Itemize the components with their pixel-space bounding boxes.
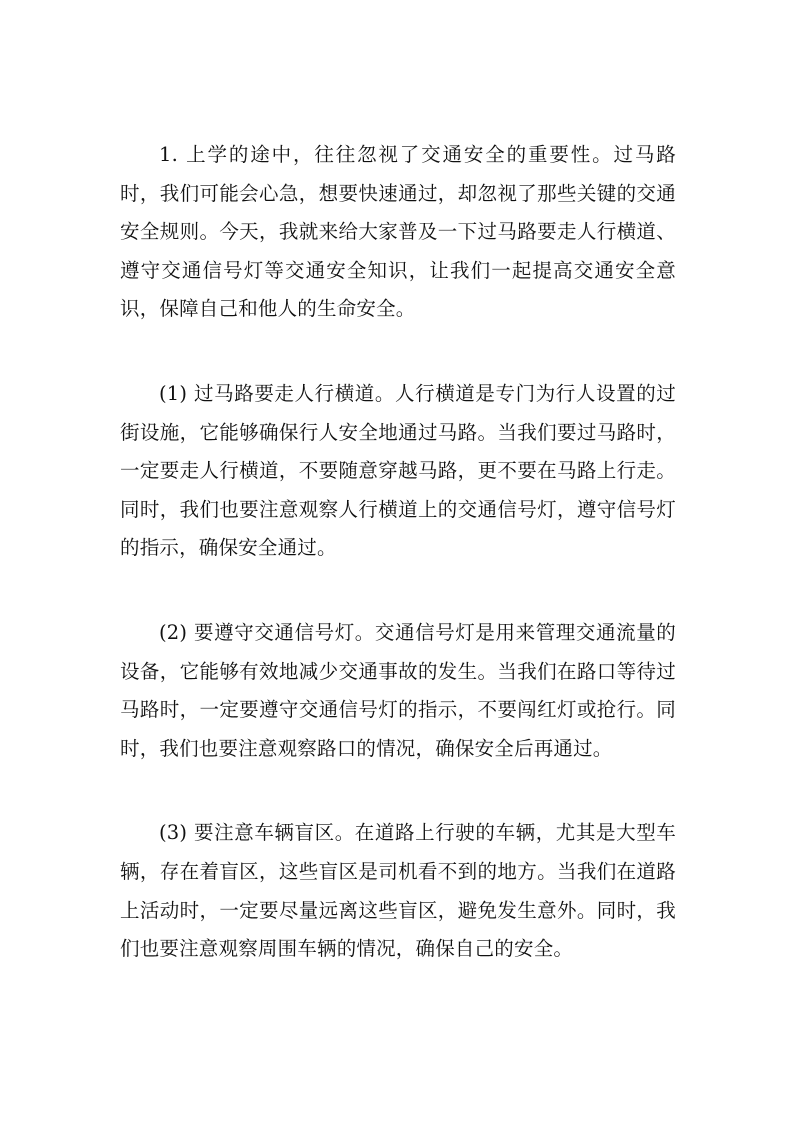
traffic-light-paragraph: (2) 要遵守交通信号灯。交通信号灯是用来管理交通流量的设备，它能够有效地减少交通事故的发生。当我们在路口等待过马路时，一定要遵守交通信号灯的指示，不要闯红灯或抢行。同时，我们也要注意观察路口的情况，确保安全后再通过。 (120, 620, 676, 760)
intro-paragraph: 1. 上学的途中，往往忽视了交通安全的重要性。过马路时，我们可能会心急，想要快速通过，却忽视了那些关键的交通安全规则。今天，我就来给大家普及一下过马路要走人行横道、遵守交通信号灯等交通安全知识，让我们一起提高交通安全意识，保障自己和他人的生命安全。 (120, 143, 676, 321)
blind-spot-paragraph: (3) 要注意车辆盲区。在道路上行驶的车辆，尤其是大型车辆，存在着盲区，这些盲区是司机看不到的地方。当我们在道路上活动时，一定要尽量远离这些盲区，避免发生意外。同时，我们也要注意观察周围车辆的情况，确保自己的安全。 (120, 821, 676, 961)
crosswalk-paragraph: (1) 过马路要走人行横道。人行横道是专门为行人设置的过街设施，它能够确保行人安全地通过马路。当我们要过马路时，一定要走人行横道，不要随意穿越马路，更不要在马路上行走。同时，我们也要注意观察人行横道上的交通信号灯，遵守信号灯的指示，确保安全通过。 (120, 381, 676, 560)
document-body (120, 136, 676, 1015)
